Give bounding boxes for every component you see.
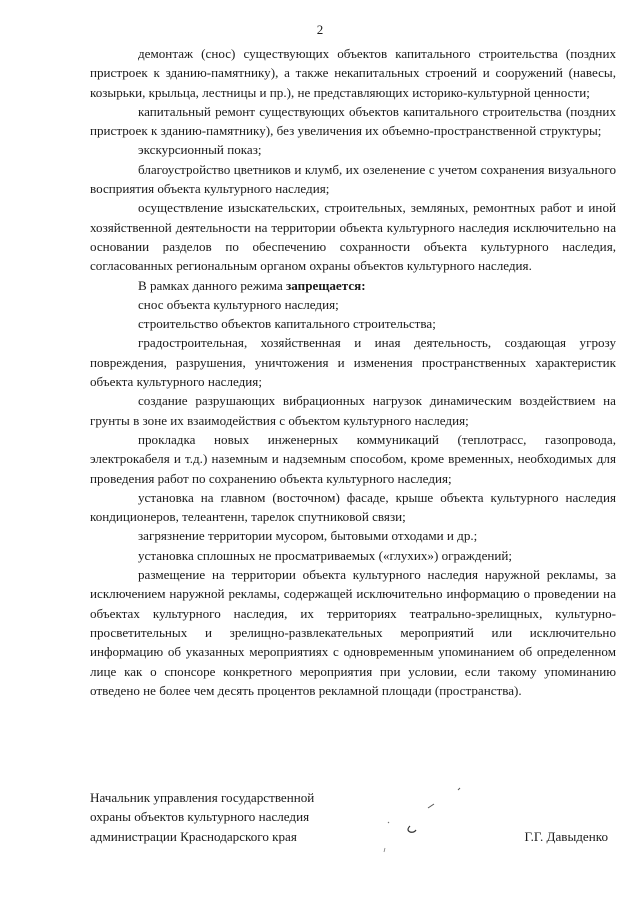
- paragraph: осуществление изыскательских, строительных, земляных, ремонтных работ и иной хозяйственной деятельности на территории объекта культурного наследия исключительно на основании разделов по обеспечению сохранности объекта культурного наследия, согласованных региональным органом охраны объектов культурного наследия.: [90, 200, 616, 274]
- page-number: 2: [316, 22, 324, 37]
- prohibited-item: прокладка новых инженерных коммуникаций (теплотрасс, газопровода, электрокабеля и т.д.) наземным и надземным способом, кроме временных, необходимых для проведения работ по сохранению объекта культурного наследия;: [90, 431, 616, 486]
- signatory-position: Начальник управления государственной: [90, 790, 315, 805]
- prohibited-item: строительство объектов капитального строительства;: [138, 316, 436, 332]
- prohibited-intro: В рамках данного режима: [138, 277, 287, 293]
- paragraph: экскурсионный показ;: [138, 142, 262, 158]
- signatory-position: охраны объектов культурного наследия: [90, 809, 310, 825]
- prohibited-item: создание разрушающих вибрационных нагрузок динамическим воздействием на грунты в зоне их взаимодействия с объектом культурного наследия;: [90, 393, 616, 428]
- prohibited-heading: [90, 276, 616, 295]
- paragraph: демонтаж (снос) существующих объектов капитального строительства (поздних пристроек к зданию-памятнику), а также некапитальных строений и сооружений (навесы, козырьки, крыльца, лестницы и пр.), не представляющих историко-культурной ценности;: [90, 46, 616, 100]
- prohibited-item: снос объекта культурного наследия;: [138, 296, 339, 312]
- prohibited-item: градостроительная, хозяйственная и иная деятельность, создающая угрозу повреждения, разрушения, уничтожения и изменения пространственных характеристик объекта культурного наследия;: [90, 335, 616, 390]
- prohibited-item: установка на главном (восточном) фасаде, крыше объекта культурного наследия кондиционеров, телеантенн, тарелок спутниковой связи;: [90, 489, 616, 525]
- paragraph: благоустройство цветников и клумб, их озеленение с учетом сохранения визуального восприятия объекта культурного наследия;: [90, 161, 616, 197]
- document-body: [90, 44, 616, 700]
- prohibited-item: загрязнение территории мусором, бытовыми отходами и др.;: [138, 528, 478, 544]
- prohibited-item: установка сплошных не просматриваемых («глухих») ограждений;: [138, 547, 513, 563]
- paragraph: капитальный ремонт существующих объектов капитального строительства (поздних пристроек к зданию-памятнику), без увеличения их объемно-пространственной структуры;: [90, 103, 616, 139]
- prohibited-keyword: запрещается:: [286, 277, 366, 293]
- signature-block: [90, 788, 616, 846]
- signatory-position: администрации Краснодарского края: [90, 828, 297, 844]
- signatory-name: Г.Г. Давыденко: [524, 828, 608, 844]
- prohibited-item: размещение на территории объекта культурного наследия наружной рекламы, за исключением наружной рекламы, содержащей исключительно информацию о проведении на объектах культурного наследия, их территориях театрально-зрелищных, культурно-просветительных и зрелищно-развлекательных мероприятий или исключительно информацию об указанных мероприятиях с одновременным упоминанием об определенном лице как о спонсоре конкретного мероприятия при условии, если такому упоминанию отведено не более чем десять процентов рекламной площади (пространства).: [90, 567, 616, 698]
